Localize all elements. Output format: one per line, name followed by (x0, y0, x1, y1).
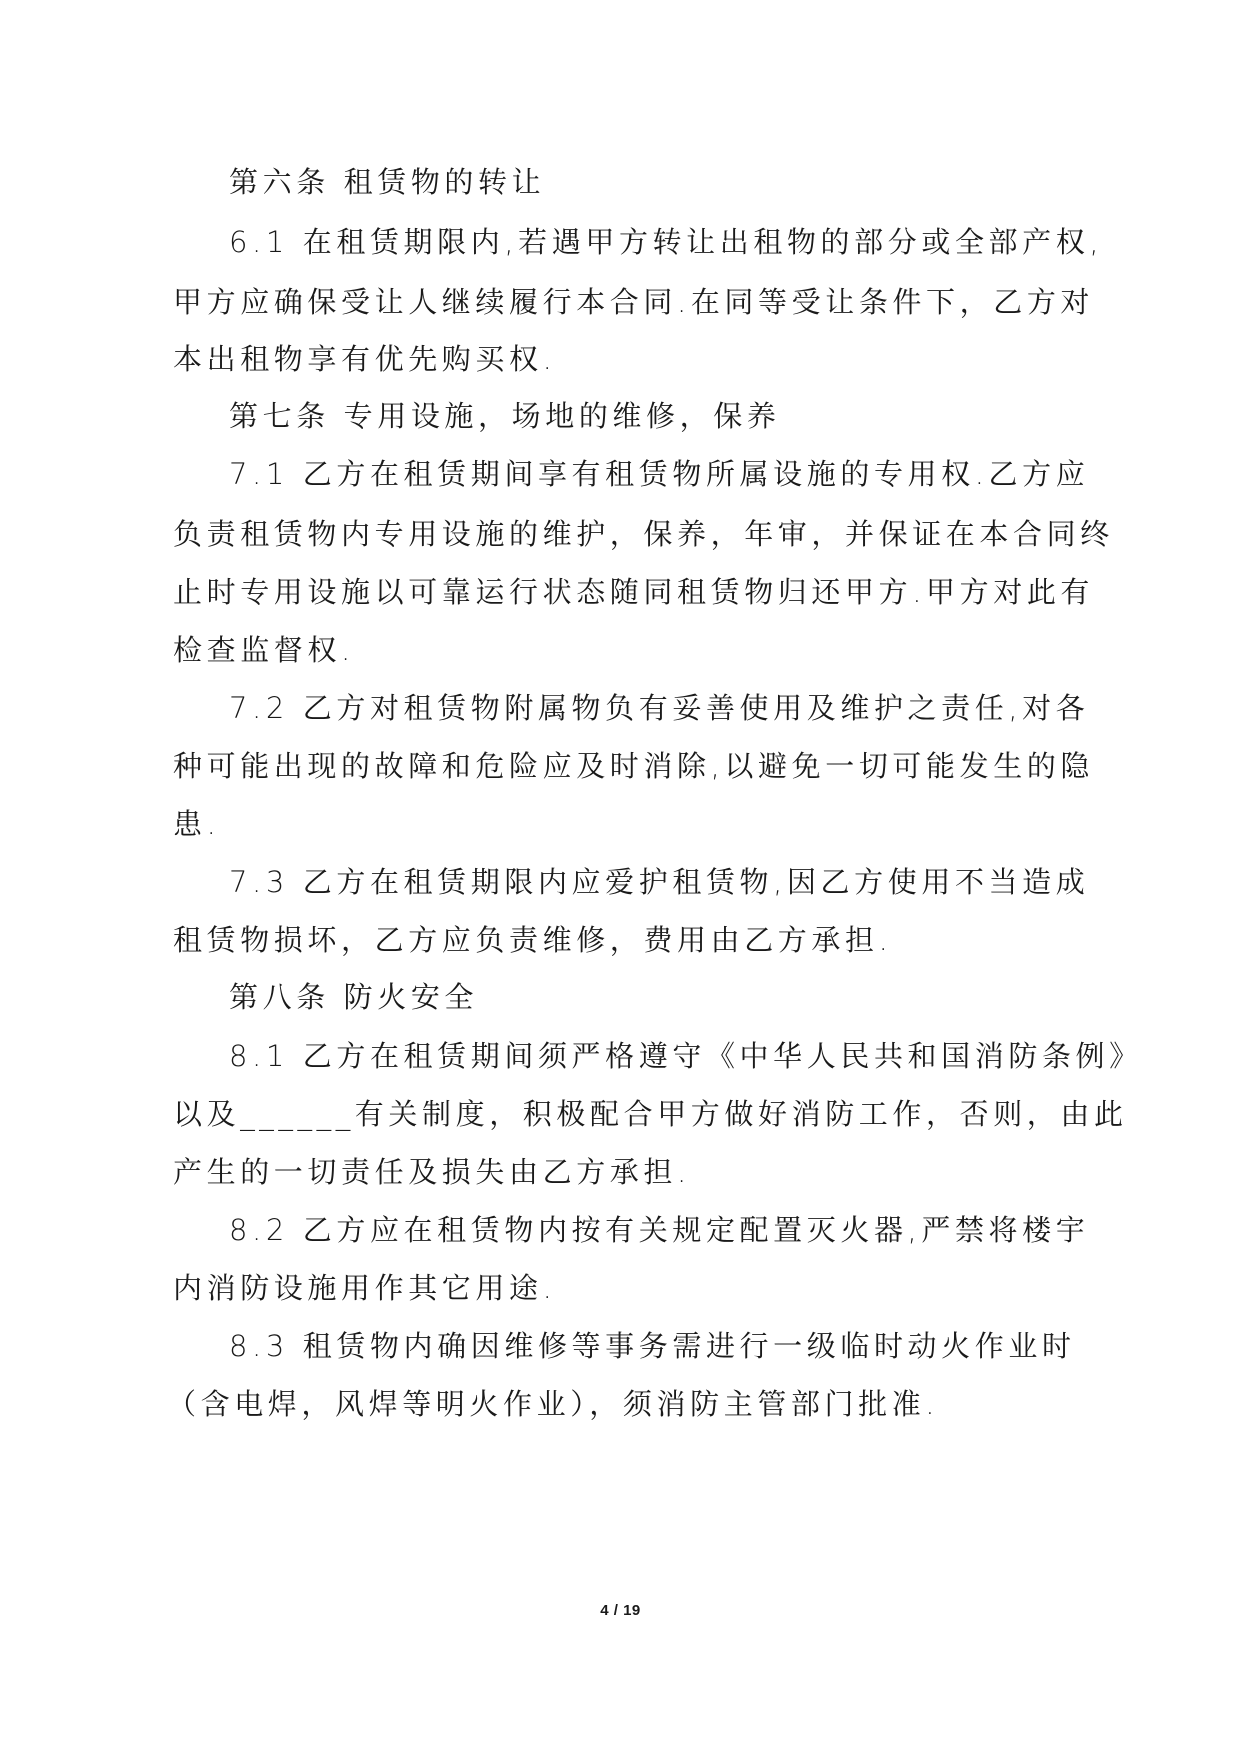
paragraph-line: 负责租赁物内专用设施的维护，保养，年审，并保证在本合同终 (173, 517, 1114, 551)
paragraph-line: 8.2 乙方应在租赁物内按有关规定配置灭火器,严禁将楼宇 (229, 1213, 1090, 1247)
paragraph-line: 检查监督权. (173, 633, 355, 667)
paragraph-line: 种可能出现的故障和危险应及时消除,以避免一切可能发生的隐 (173, 749, 1095, 783)
paragraph-line: （含电焊，风焊等明火作业），须消防主管部门批准. (167, 1387, 940, 1421)
section-heading: 第七条 专用设施，场地的维修，保养 (229, 399, 781, 433)
paragraph-line: 租赁物损坏，乙方应负责维修，费用由乙方承担. (173, 923, 893, 957)
paragraph-line: 内消防设施用作其它用途. (173, 1271, 557, 1305)
paragraph-line: 6.1 在租赁期限内,若遇甲方转让出租物的部分或全部产权, (229, 225, 1104, 259)
paragraph-line: 止时专用设施以可靠运行状态随同租赁物归还甲方.甲方对此有 (173, 575, 1095, 609)
paragraph-line: 产生的一切责任及损失由乙方承担. (173, 1155, 691, 1189)
paragraph-line: 患. (173, 807, 221, 841)
paragraph-line: 7.2 乙方对租赁物附属物负有妥善使用及维护之责任,对各 (229, 691, 1090, 725)
page-number: 4 / 19 (600, 1602, 641, 1619)
section-heading: 第八条 防火安全 (229, 980, 479, 1014)
paragraph-line: 甲方应确保受让人继续履行本合同.在同等受让条件下，乙方对 (173, 285, 1095, 319)
section-heading: 第六条 租赁物的转让 (229, 165, 546, 199)
paragraph-line: 8.1 乙方在租赁期间须严格遵守《中华人民共和国消防条例》 (229, 1039, 1143, 1073)
paragraph-line: 8.3 租赁物内确因维修等事务需进行一级临时动火作业时 (229, 1329, 1076, 1363)
paragraph-line: 7.1 乙方在租赁期间享有租赁物所属设施的专用权.乙方应 (229, 457, 1090, 491)
paragraph-line: 本出租物享有优先购买权. (173, 342, 557, 376)
paragraph-line: 7.3 乙方在租赁期限内应爱护租赁物,因乙方使用不当造成 (229, 865, 1090, 899)
paragraph-line: 以及______有关制度，积极配合甲方做好消防工作，否则，由此 (173, 1097, 1128, 1131)
